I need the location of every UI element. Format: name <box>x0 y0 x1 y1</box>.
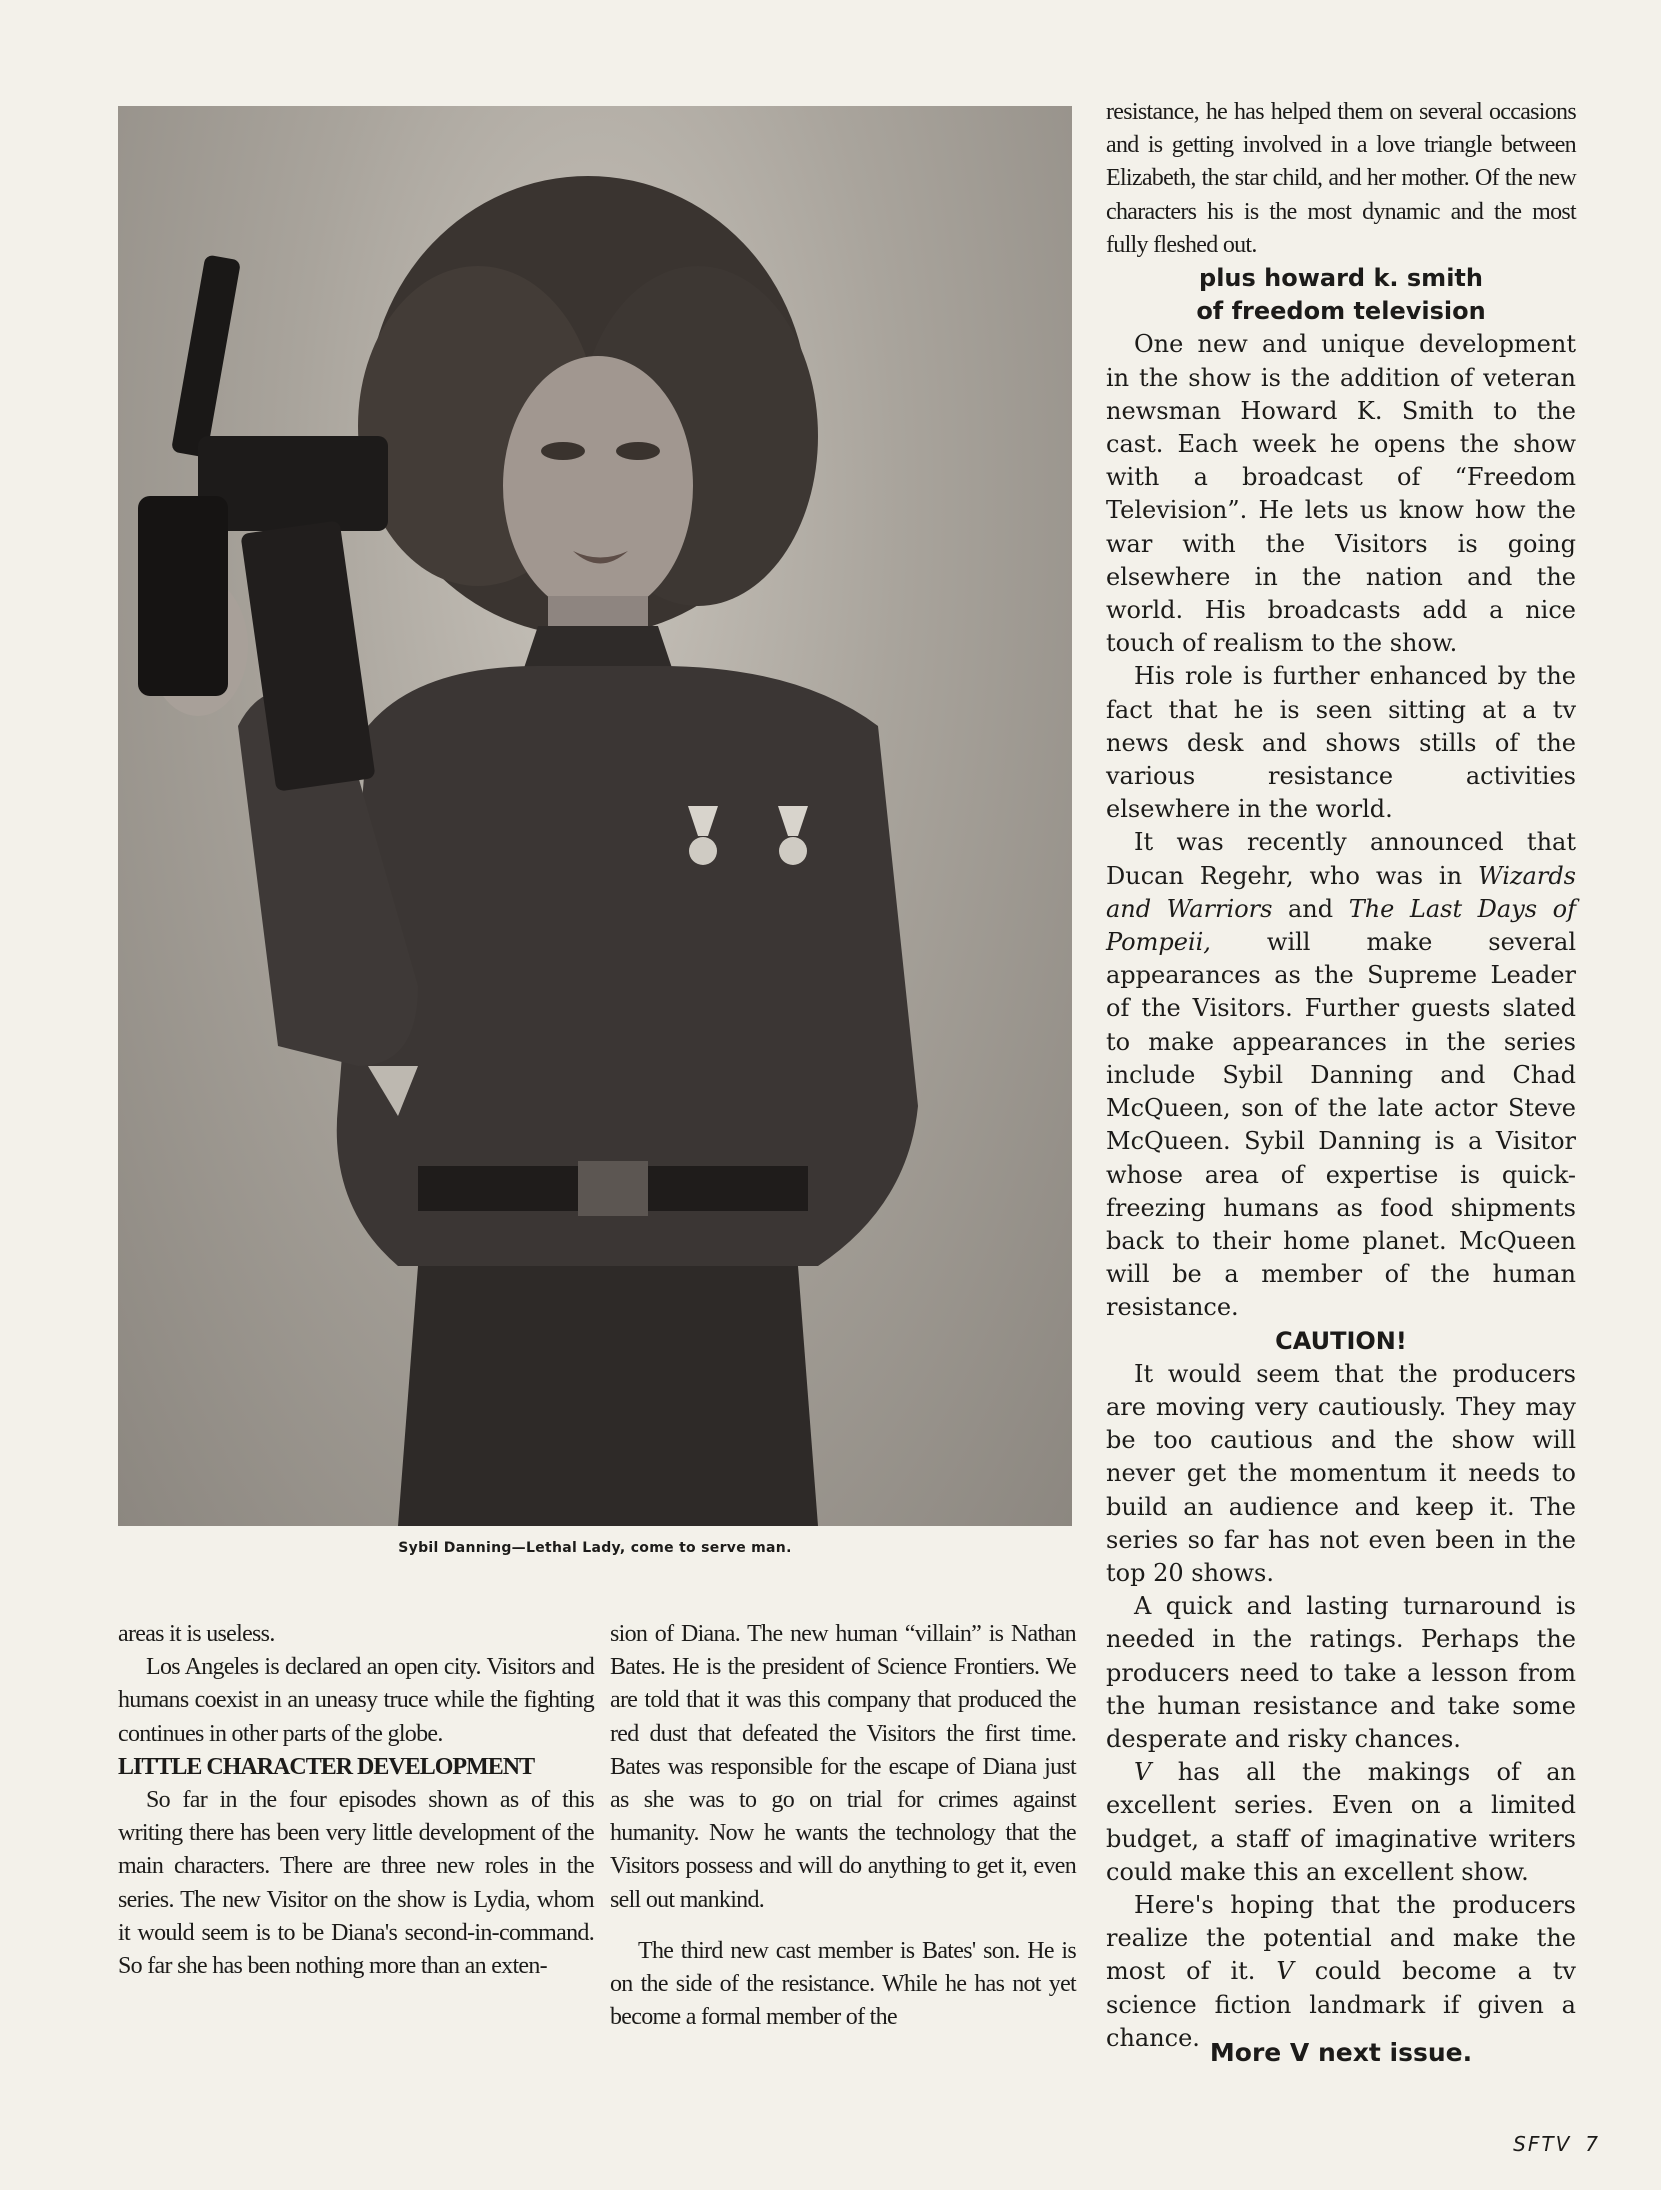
right-paragraph-6: A quick and lasting turnaround is needed in the ratings. Perhaps the producers need to take a lesson from the human resistance and take some desperate and risky chances. <box>1106 1592 1576 1753</box>
left-paragraph-2: Los Angeles is declared an open city. Visitors and humans coexist in an uneasy truce while the fighting continues in other parts of the globe. <box>118 1654 594 1747</box>
photo-illustration <box>118 106 1072 1526</box>
p4-text-a: It was recently announced that Ducan Regehr, who was in <box>1106 828 1576 890</box>
right-paragraph-3: His role is further enhanced by the fact that he is seen sitting at a tv news desk and shows stills of the various resistance activities elsewhere in the world. <box>1106 662 1576 824</box>
page-number: 7 <box>1585 2132 1600 2156</box>
right-column <box>1106 96 1576 2055</box>
paragraph-gap <box>610 1917 1076 1935</box>
magazine-name: SFTV <box>1513 2132 1572 2156</box>
p8-text-b: could become a tv science fiction landmark if given a chance. <box>1106 1957 1576 2052</box>
subhead-character-development: LITTLE CHARACTER DEVELOPMENT <box>118 1753 535 1780</box>
subhead-howard-k-smith-line2: of freedom television <box>1196 297 1486 326</box>
right-paragraph-8 <box>1106 1889 1576 2055</box>
left-column <box>118 1618 594 1983</box>
left-paragraph-1: areas it is useless. <box>118 1621 275 1647</box>
p4-text-c: will make several appearances as the Supreme Leader of the Visitors. Further guests slated to make appearances in the series include Sybil Danning and Chad McQueen, son of the late actor Steve McQueen. Sybil Danning is a Visitor whose area of expertise is quick-freezing humans as food shipments back to their home planet. McQueen will be a member of the human resistance. <box>1106 928 1576 1322</box>
photo-caption: Sybil Danning—Lethal Lady, come to serve man. <box>398 1540 792 1556</box>
left-paragraph-3: So far in the four episodes shown as of this writing there has been very little development of the main characters. There are three new roles in the series. The new Visitor on the show is Lydia, whom it would seem is to be Diana's second-in-command. So far she has been nothing more than an exten- <box>118 1787 594 1980</box>
p8-text-a: Here's hoping that the producers realize the potential and make the most of it. <box>1106 1890 1576 1986</box>
middle-paragraph-1: sion of Diana. The new human “villain” is Nathan Bates. He is the president of Science Frontiers. We are told that it was this company that produced the red dust that defeated the Visitors the first time. Bates was responsible for the escape of Diana just as she was to go on trial for crimes against humanity. Now he wants the technology that the Visitors possess and will do anything to get it, even sell out mankind. <box>610 1621 1076 1913</box>
subhead-caution: CAUTION! <box>1275 1326 1407 1355</box>
p8-v: V <box>1276 1957 1294 1986</box>
photo-sybil-danning <box>118 106 1072 1526</box>
middle-paragraph-2: The third new cast member is Bates' son. He is on the side of the resistance. While he has not yet become a formal member of the <box>610 1937 1076 2031</box>
right-paragraph-5: It would seem that the producers are moving very cautiously. They may be too cautious and the show will never get the momentum it needs to build an audience and keep it. The series so far has not even been in the top 20 shows. <box>1106 1359 1576 1587</box>
closing-note: More V next issue. <box>1209 2038 1473 2067</box>
subhead-howard-k-smith-line1: plus howard k. smith <box>1199 264 1483 293</box>
p7-rest: has all the makings of an excellent series. Even on a limited budget, a staff of imaginative writers could make this an excellent show. <box>1106 1758 1576 1886</box>
right-paragraph-7 <box>1106 1756 1576 1889</box>
p4-title-pompeii: The Last Days of Pompeii, <box>1106 894 1576 957</box>
middle-column <box>610 1618 1076 2034</box>
p7-v: V <box>1134 1758 1152 1787</box>
right-paragraph-2: One new and unique development in the show is the addition of veteran newsman Howard K. Smith to the cast. Each week he opens the show with a broadcast of “Freedom Television”. He lets us know how the war with the Visitors is going elsewhere in the nation and the world. His broadcasts add a nice touch of realism to the show. <box>1106 330 1576 658</box>
right-paragraph-1: resistance, he has helped them on several occasions and is getting involved in a love triangle between Elizabeth, the star child, and her mother. Of the new characters his is the most dynamic and the most fully fleshed out. <box>1106 99 1576 258</box>
p4-text-b: and <box>1272 894 1349 923</box>
p4-title-wizards: Wizards and Warriors <box>1106 861 1576 923</box>
page-folio <box>1440 2132 1600 2156</box>
right-paragraph-4 <box>1106 826 1576 1324</box>
